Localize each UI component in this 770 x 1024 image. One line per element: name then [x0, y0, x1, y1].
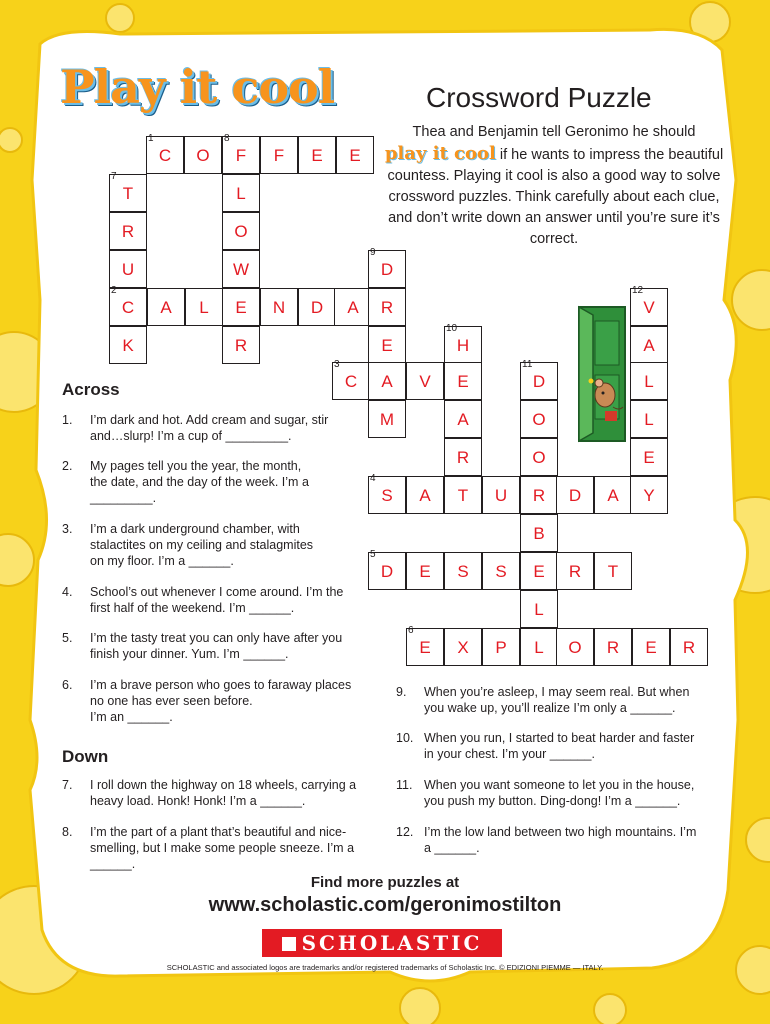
title-play-it-cool: Play it cool: [60, 60, 335, 114]
grid-cell[interactable]: E: [336, 136, 374, 174]
intro-play-it-cool: play it cool: [384, 143, 496, 164]
grid-cell[interactable]: A: [444, 400, 482, 438]
grid-cell[interactable]: R: [670, 628, 708, 666]
grid-cell[interactable]: A: [630, 326, 668, 364]
grid-cell[interactable]: 12 V: [630, 288, 668, 326]
grid-cell[interactable]: A: [594, 476, 632, 514]
grid-cell[interactable]: D: [556, 476, 594, 514]
grid-cell[interactable]: K: [109, 326, 147, 364]
intro-text: [384, 122, 724, 250]
down-clue-10: 10. When you run, I started to beat harder and faster in your chest. I’m your ______.: [396, 731, 695, 761]
grid-cell[interactable]: E: [632, 628, 670, 666]
grid-cell[interactable]: L: [520, 628, 558, 666]
grid-cell[interactable]: A: [147, 288, 185, 326]
grid-cell[interactable]: R: [109, 212, 147, 250]
grid-cell[interactable]: R: [556, 552, 594, 590]
geronimo-mouse-door-illustration: [565, 303, 629, 443]
grid-cell[interactable]: 5 D: [368, 552, 406, 590]
grid-cell[interactable]: A: [406, 476, 444, 514]
find-more-puzzles: Find more puzzles at: [310, 874, 460, 891]
grid-cell[interactable]: A: [368, 362, 406, 400]
grid-cell[interactable]: 3 C: [332, 362, 370, 400]
across-clue-3: 3. I’m a dark underground chamber, with stalactites on my ceiling and stalagmites on my floor. I’m a ______.: [62, 522, 314, 568]
grid-cell[interactable]: O: [520, 400, 558, 438]
grid-cell[interactable]: W: [222, 250, 260, 288]
title-crossword-puzzle: Crossword Puzzle: [426, 82, 652, 113]
grid-cell[interactable]: P: [482, 628, 520, 666]
down-clue-12: 12. I’m the low land between two high mountains. I’m a ______.: [396, 825, 697, 855]
grid-cell[interactable]: R: [444, 438, 482, 476]
across-clue-6: 6. I’m a brave person who goes to faraway places no one has ever seen before. I’m an ______.: [62, 678, 352, 724]
grid-cell[interactable]: L: [185, 288, 223, 326]
website-link[interactable]: www.scholastic.com/geronimostilton: [208, 894, 562, 916]
grid-cell[interactable]: L: [630, 362, 668, 400]
grid-cell[interactable]: M: [368, 400, 406, 438]
grid-cell[interactable]: V: [406, 362, 444, 400]
grid-cell[interactable]: E: [298, 136, 336, 174]
down-clue-7: 7. I roll down the highway on 18 wheels, carrying a heavy load. Honk! Honk! I’m a ______.: [62, 778, 357, 808]
grid-cell[interactable]: U: [482, 476, 520, 514]
scholastic-mark-icon: [282, 937, 296, 951]
grid-cell[interactable]: R: [222, 326, 260, 364]
down-clue-11: 11. When you want someone to let you in the house, you push my button. Ding-dong! I’m a ______.: [396, 778, 695, 808]
grid-cell[interactable]: B: [520, 514, 558, 552]
grid-cell[interactable]: E: [368, 326, 406, 364]
across-clue-2: 2. My pages tell you the year, the month, the date, and the day of the week. I’m a _________.: [62, 459, 309, 505]
grid-cell[interactable]: 10 H: [444, 326, 482, 364]
intro-part2: if he wants to impress the beautiful countess. Playing it cool is also a good way to solve crossword puzzles. Think carefully about each clue, and don’t write down an answer until you’re sure it’s correct.: [387, 147, 724, 247]
grid-cell[interactable]: O: [184, 136, 222, 174]
grid-cell[interactable]: S: [444, 552, 482, 590]
grid-cell[interactable]: A: [334, 288, 372, 326]
grid-cell[interactable]: E: [630, 438, 668, 476]
grid-cell[interactable]: L: [630, 400, 668, 438]
grid-cell[interactable]: 9 D: [368, 250, 406, 288]
grid-cell[interactable]: L: [520, 590, 558, 628]
grid-cell[interactable]: Y: [630, 476, 668, 514]
grid-cell[interactable]: O: [556, 628, 594, 666]
grid-cell[interactable]: N: [260, 288, 298, 326]
grid-cell[interactable]: U: [109, 250, 147, 288]
legal-notice: SCHOLASTIC and associated logos are trademarks and/or registered trademarks of Scholastic Inc. © EDIZIONI PIEMME — ITALY.: [166, 963, 604, 972]
across-heading: Across: [62, 380, 120, 399]
grid-cell[interactable]: E: [222, 288, 260, 326]
grid-cell[interactable]: R: [594, 628, 632, 666]
down-clue-9: 9. When you’re asleep, I may seem real. But when you wake up, you’ll realize I’m only a ______.: [396, 685, 690, 715]
grid-cell[interactable]: E: [520, 552, 558, 590]
grid-cell[interactable]: T: [444, 476, 482, 514]
grid-cell[interactable]: X: [444, 628, 482, 666]
grid-cell[interactable]: S: [482, 552, 520, 590]
across-clue-1: 1. I’m dark and hot. Add cream and sugar, stir and…slurp! I’m a cup of _________.: [62, 413, 329, 443]
across-clue-5: 5. I’m the tasty treat you can only have after you finish your dinner. Yum. I’m ______.: [62, 631, 343, 661]
grid-cell[interactable]: F: [260, 136, 298, 174]
grid-cell[interactable]: 8 F: [222, 136, 260, 174]
grid-cell[interactable]: R: [520, 476, 558, 514]
grid-cell[interactable]: 1 C: [146, 136, 184, 174]
grid-cell[interactable]: 2 C: [109, 288, 147, 326]
grid-cell[interactable]: R: [368, 288, 406, 326]
grid-cell[interactable]: D: [298, 288, 336, 326]
down-heading: Down: [62, 747, 109, 766]
grid-cell[interactable]: O: [222, 212, 260, 250]
grid-cell[interactable]: 7 T: [109, 174, 147, 212]
scholastic-logo: SCHOLASTIC: [262, 929, 502, 957]
grid-cell[interactable]: O: [520, 438, 558, 476]
across-clue-4: 4. School’s out whenever I come around. I’m the first half of the weekend. I’m ______.: [62, 585, 344, 615]
grid-cell[interactable]: E: [444, 362, 482, 400]
grid-cell[interactable]: L: [222, 174, 260, 212]
grid-cell[interactable]: 6 E: [406, 628, 444, 666]
down-clue-8: 8. I’m the part of a plant that’s beautiful and nice- smelling, but I make some people sneeze. I’m a ______.: [62, 825, 355, 871]
grid-cell[interactable]: E: [406, 552, 444, 590]
intro-part1: Thea and Benjamin tell Geronimo he should: [412, 124, 696, 140]
grid-cell[interactable]: T: [594, 552, 632, 590]
grid-cell[interactable]: 4 S: [368, 476, 406, 514]
grid-cell[interactable]: 11 D: [520, 362, 558, 400]
